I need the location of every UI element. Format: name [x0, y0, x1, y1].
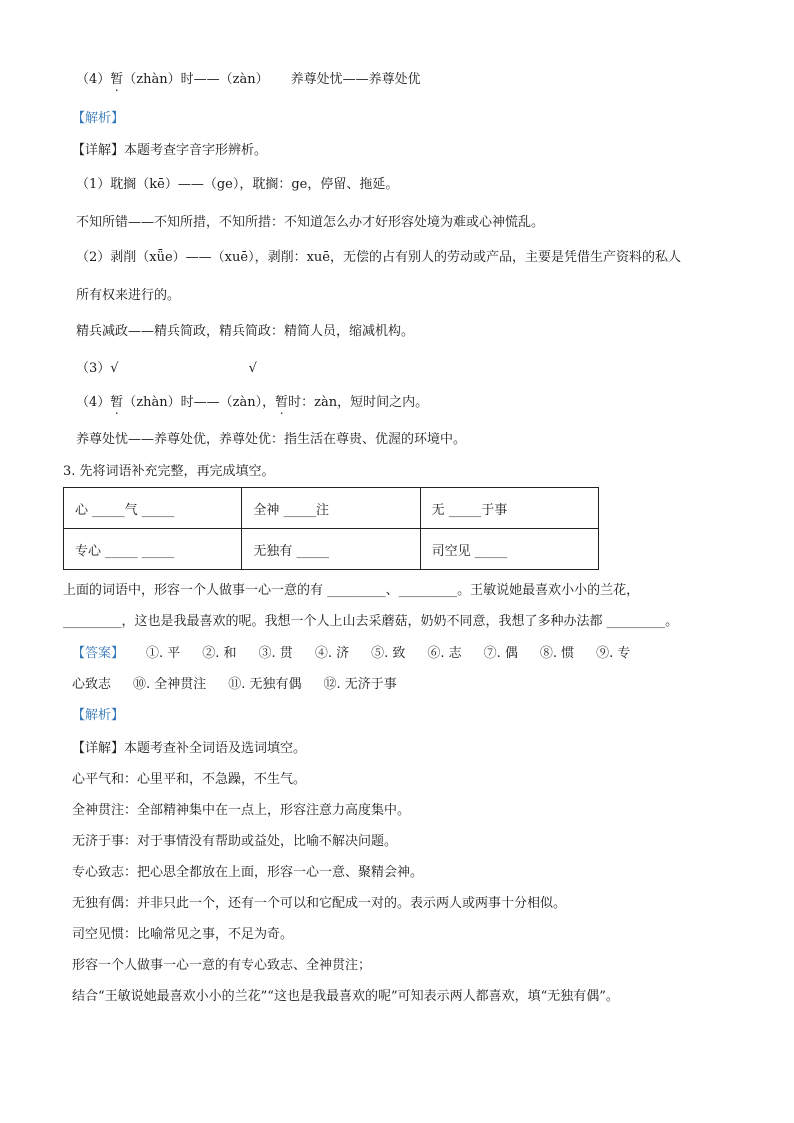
table-cell: 无 _____于事 [420, 488, 598, 529]
analysis-item-4: （4）暂（zhàn）时——（zàn），暂时：zàn，短时间之内。 [76, 395, 429, 410]
fill-table [63, 487, 599, 570]
analysis-label: 【解析】 [72, 111, 125, 126]
analysis-item: 不知所错——不知所措，不知所措：不知道怎么办才好形容处境为难或心神慌乱。 [76, 215, 545, 230]
analysis-line: 无济于事：对于事情没有帮助或益处，比喻不解决问题。 [72, 834, 398, 849]
answer-line: 心致志 ⑩. 全神贯注 ⑪. 无独有偶 ⑫. 无济于事 [72, 677, 397, 692]
question-para: _________，这也是我最喜欢的呢。我想一个人上山去采蘑菇，奶奶不同意，我想了多种办法都 _________。 [63, 614, 679, 629]
analysis-line: 司空见惯：比喻常见之事，不足为奇。 [72, 927, 294, 942]
table-cell: 无独有 _____ [242, 529, 420, 570]
answer-line: 【答案】 ①. 平 ②. 和 ③. 贯 ④. 济 ⑤. 致 ⑥. 志 ⑦. 偶 ⑧. 惯 ⑨. 专 [72, 646, 631, 661]
analysis-item: 精兵减政——精兵简政，精兵简政：精简人员，缩减机构。 [76, 324, 415, 339]
question-para: 上面的词语中，形容一个人做事一心一意的有 _________、_________。王敏说她最喜欢小小的兰花， [63, 583, 640, 598]
table-cell: 心 _____气 _____ [64, 488, 242, 529]
table-row [64, 529, 599, 570]
analysis-item: 所有权来进行的。 [76, 288, 181, 303]
question-title: 3. 先将词语补充完整，再完成填空。 [63, 464, 275, 479]
analysis-line: 无独有偶：并非只此一个，还有一个可以和它配成一对的。表示两人或两事十分相似。 [72, 896, 567, 911]
table-cell: 司空见 _____ [420, 529, 598, 570]
analysis-item: （2）剥削（xǖe）——（xuē），剥削：xuē，无偿的占有别人的劳动或产品，主要是凭借生产资料的私人 [76, 250, 681, 265]
analysis-item: （1）耽搁（kē）——（ge），耽搁：ge，停留、拖延。 [76, 177, 399, 192]
table-cell: 全神 _____注 [242, 488, 420, 529]
detail-line: 【详解】本题考查字音字形辨析。 [72, 143, 268, 158]
analysis-line: 全神贯注：全部精神集中在一点上，形容注意力高度集中。 [72, 803, 411, 818]
analysis-line: 形容一个人做事一心一意的有专心致志、全神贯注； [72, 958, 372, 973]
table-cell: 专心 _____ _____ [64, 529, 242, 570]
table-row [64, 488, 599, 529]
analysis-line: 心平气和：心里平和，不急躁，不生气。 [72, 772, 307, 787]
analysis-line: 专心致志：把心思全都放在上面，形容一心一意、聚精会神。 [72, 865, 424, 880]
analysis-label: 【解析】 [72, 708, 125, 723]
analysis-line: 【详解】本题考查补全词语及选词填空。 [72, 741, 307, 756]
check-line-3: （3）√ √ [76, 361, 257, 376]
analysis-line: 结合“王敏说她最喜欢小小的兰花”“这也是我最喜欢的呢”可知表示两人都喜欢，填“无独有偶”。 [72, 989, 619, 1004]
top-line-4: （4）暂（zhàn）时——（zàn） 养尊处忧——养尊处优 [76, 72, 421, 87]
analysis-item: 养尊处忧——养尊处优，养尊处优：指生活在尊贵、优渥的环境中。 [76, 432, 467, 447]
